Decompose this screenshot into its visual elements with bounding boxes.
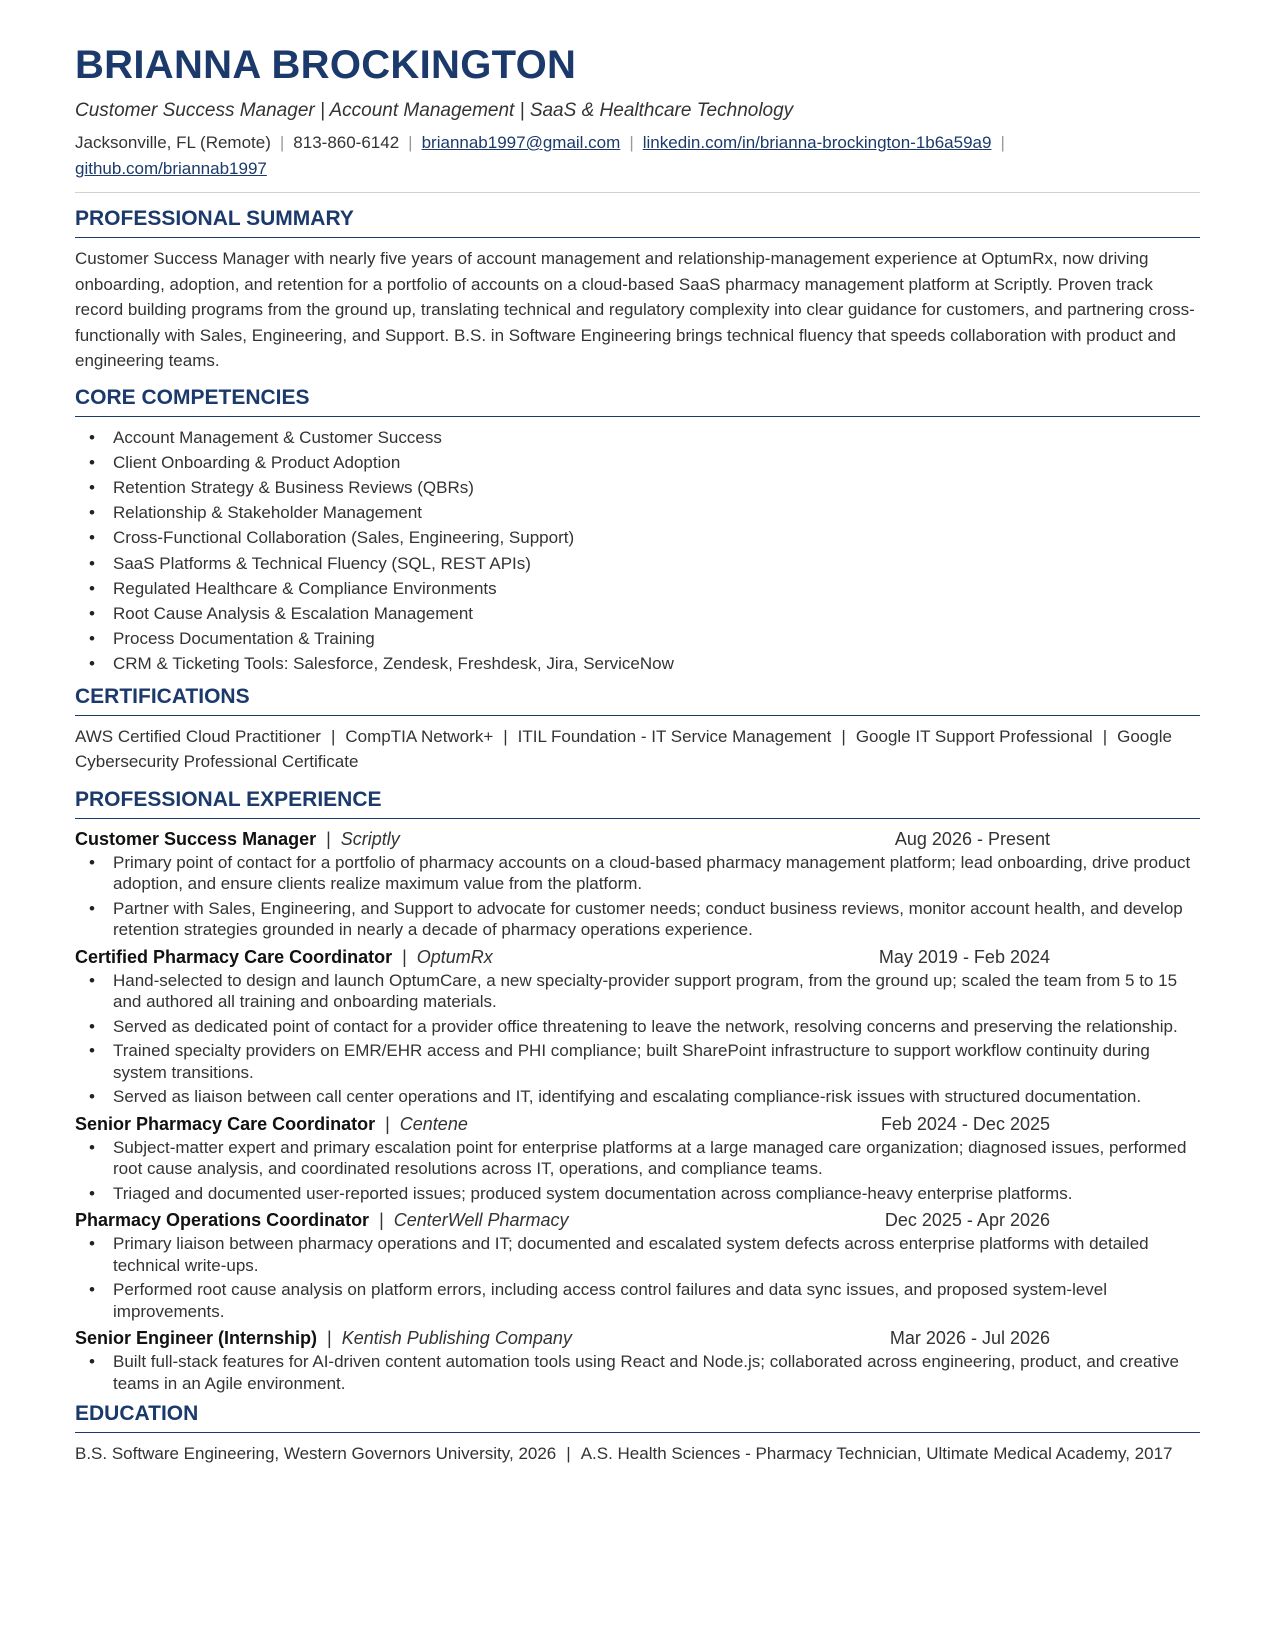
contact-separator: | [279, 133, 285, 152]
job-bullet-list [75, 970, 1200, 1108]
job-separator: | [402, 946, 407, 967]
job-bullet: • Built full-stack features for AI-driven content automation tools using React and Node.js; collaborated across engineering, product, and creative teams in an Agile environment. [75, 1351, 1200, 1394]
certification-item: Google IT Support Professional [855, 726, 1093, 746]
job-title: Pharmacy Operations Coordinator [75, 1210, 370, 1231]
job-entry [75, 1208, 1200, 1322]
job-bullet: • Served as dedicated point of contact for a provider office threatening to leave the network, resolving concerns and preserving the relationship. [75, 1016, 1200, 1038]
job-entry [75, 1112, 1200, 1205]
header-divider [75, 192, 1200, 193]
competencies-list [75, 425, 1200, 677]
job-separator: | [379, 1210, 384, 1231]
job-title: Senior Pharmacy Care Coordinator [75, 1113, 376, 1134]
contact-separator: | [629, 133, 634, 152]
job-bullet: • Primary liaison between pharmacy operations and IT; documented and escalated system defects across enterprise platforms with detailed technical write-ups. [75, 1233, 1200, 1276]
job-entry [75, 827, 1200, 941]
competency-item: • Client Onboarding & Product Adoption [75, 450, 1200, 475]
job-title: Senior Engineer (Internship) [75, 1328, 318, 1349]
job-bullet: • Partner with Sales, Engineering, and Support to advocate for customer needs; conduct business reviews, monitor account health, and develop retention strategies grounded in nearly a decade of pharmacy operations experience. [75, 898, 1200, 941]
section-title-summary: PROFESSIONAL SUMMARY [75, 205, 1200, 238]
job-bullet: • Trained specialty providers on EMR/EHR access and PHI compliance; built SharePoint infrastructure to support workflow continuity during system transitions. [75, 1040, 1200, 1083]
section-title-certifications: CERTIFICATIONS [75, 683, 1200, 716]
competency-item: • Retention Strategy & Business Reviews (QBRs) [75, 475, 1200, 500]
competency-item: • Regulated Healthcare & Compliance Environments [75, 576, 1200, 601]
competency-item: • Root Cause Analysis & Escalation Management [75, 601, 1200, 626]
job-bullet-list [75, 1351, 1200, 1394]
contact-separator: | [1000, 133, 1005, 152]
job-header [75, 1112, 1200, 1137]
competency-item: • Cross-Functional Collaboration (Sales, Engineering, Support) [75, 525, 1200, 550]
certification-item: AWS Certified Cloud Practitioner [75, 726, 321, 746]
competency-item: • SaaS Platforms & Technical Fluency (SQL, REST APIs) [75, 551, 1200, 576]
job-header [75, 1326, 1200, 1351]
job-bullet: • Performed root cause analysis on platform errors, including access control failures and data sync issues, and proposed system-level improvements. [75, 1279, 1200, 1322]
section-title-education: EDUCATION [75, 1400, 1200, 1433]
job-header [75, 827, 1200, 852]
cert-separator: | [330, 726, 336, 746]
job-dates: Feb 2024 - Dec 2025 [880, 1113, 1050, 1134]
education-item: A.S. Health Sciences - Pharmacy Technician, Ultimate Medical Academy, 2017 [580, 1444, 1173, 1464]
cert-separator: | [1102, 726, 1108, 746]
job-bullet: • Subject-matter expert and primary escalation point for enterprise platforms at a large managed care organization; diagnosed issues, performed root cause analysis, and coordinated resolutions across IT, operations, and compliance teams. [75, 1137, 1200, 1180]
education-item: B.S. Software Engineering, Western Governors University, 2026 [75, 1444, 557, 1464]
cert-separator: | [841, 726, 846, 746]
candidate-name: BRIANNA BROCKINGTON [75, 43, 577, 87]
location: Jacksonville, FL (Remote) [75, 133, 271, 152]
contact-line [75, 130, 1200, 182]
certification-item: CompTIA Network+ [345, 726, 494, 746]
job-bullet-list [75, 1137, 1200, 1205]
job-dates: Mar 2026 - Jul 2026 [889, 1328, 1050, 1349]
job-header [75, 1208, 1200, 1233]
job-entry [75, 1326, 1200, 1394]
certification-item: ITIL Foundation - IT Service Management [517, 726, 832, 746]
job-company: CenterWell Pharmacy [393, 1210, 569, 1231]
linkedin-link[interactable]: linkedin.com/in/brianna-brockington-1b6a59a9 [642, 133, 992, 152]
job-separator: | [326, 828, 331, 849]
job-company: Scriptly [340, 828, 400, 849]
job-bullet: • Primary point of contact for a portfolio of pharmacy accounts on a cloud-based pharmacy management platform; lead onboarding, drive product adoption, and ensure clients realize maximum value from the platform. [75, 852, 1200, 895]
github-link[interactable]: github.com/briannab1997 [75, 159, 267, 178]
email-link[interactable]: briannab1997@gmail.com [421, 133, 621, 152]
job-bullet: • Triaged and documented user-reported issues; produced system documentation across compliance-heavy enterprise platforms. [75, 1183, 1200, 1205]
job-company: Kentish Publishing Company [341, 1328, 572, 1349]
cert-separator: | [503, 726, 508, 746]
certification-item: Google Cybersecurity Professional Certificate [75, 726, 1172, 771]
job-company: Centene [399, 1113, 468, 1134]
education-line [75, 1441, 1200, 1466]
certifications-line [75, 724, 1200, 774]
section-title-competencies: CORE COMPETENCIES [75, 384, 1200, 417]
section-title-experience: PROFESSIONAL EXPERIENCE [75, 786, 1200, 819]
job-bullet-list [75, 852, 1200, 941]
job-dates: Aug 2026 - Present [894, 828, 1050, 849]
education-separator: | [566, 1444, 571, 1464]
job-title: Customer Success Manager [75, 828, 317, 849]
summary-text: Customer Success Manager with nearly five years of account management and relationship-management experience at OptumRx, now driving onboarding, adoption, and retention for a portfolio of accounts on a cloud-based SaaS pharmacy management platform at Scriptly. Proven track record building programs from the ground up, translating technical and regulatory complexity into clear guidance for customers, and partnering cross-functionally with Sales, Engineering, and Support. B.S. in Software Engineering brings technical fluency that speeds collaboration with product and engineering teams. [75, 249, 1195, 370]
job-separator: | [327, 1328, 332, 1349]
job-bullet: • Served as liaison between call center operations and IT, identifying and escalating compliance-risk issues with structured documentation. [75, 1086, 1200, 1108]
competency-item: • CRM & Ticketing Tools: Salesforce, Zendesk, Freshdesk, Jira, ServiceNow [75, 651, 1200, 676]
job-entry [75, 945, 1200, 1108]
job-header [75, 945, 1200, 970]
job-dates: May 2019 - Feb 2024 [878, 946, 1050, 967]
competency-item: • Relationship & Stakeholder Management [75, 500, 1200, 525]
competency-item: • Process Documentation & Training [75, 626, 1200, 651]
job-dates: Dec 2025 - Apr 2026 [884, 1210, 1050, 1231]
job-bullet-list [75, 1233, 1200, 1322]
job-company: OptumRx [416, 946, 493, 967]
job-separator: | [385, 1113, 390, 1134]
experience-list [75, 827, 1200, 1395]
job-title: Certified Pharmacy Care Coordinator [75, 946, 393, 967]
contact-separator: | [408, 133, 413, 152]
competency-item: • Account Management & Customer Success [75, 425, 1200, 450]
job-bullet: • Hand-selected to design and launch OptumCare, a new specialty-provider support program, from the ground up; scaled the team from 5 to 15 and authored all training and onboarding materials. [75, 970, 1200, 1013]
tagline: Customer Success Manager | Account Management | SaaS & Healthcare Technology [75, 100, 794, 121]
phone: 813-860-6142 [293, 133, 400, 152]
